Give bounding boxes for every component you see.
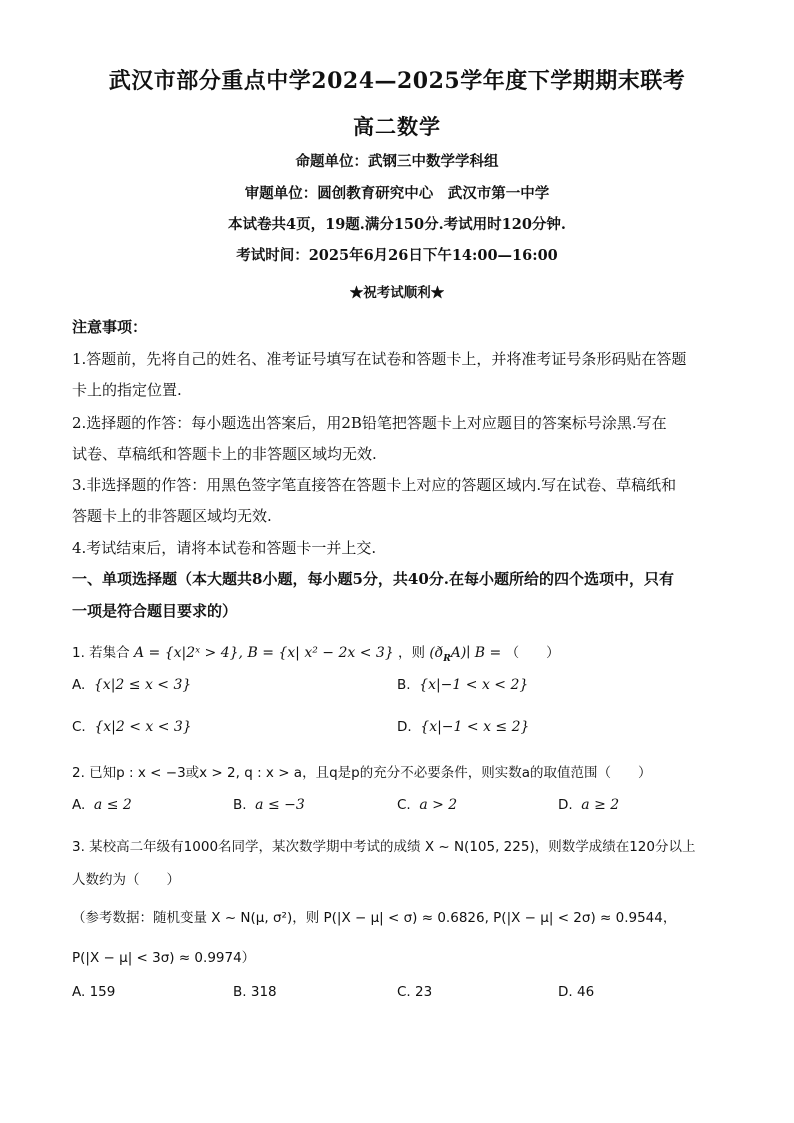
q1-expr-rest: A)∣ B = xyxy=(450,645,502,661)
question-3-reference: （参考数据：随机变量 X ~ N(μ, σ²)，则 P(|X − μ| < σ) ≈ 0.6826, P(|X − μ| < 2σ) ≈ 0.9544， xyxy=(72,910,677,926)
q3-option-c: C. 23 xyxy=(397,984,433,1000)
q2-option-c: C. a > 2 xyxy=(397,797,458,813)
q1-mid: ，则 xyxy=(398,645,426,661)
question-3-reference-cont: P(|X − μ| < 3σ) ≈ 0.9974） xyxy=(72,950,256,966)
exam-subject: 高二数学 xyxy=(353,114,441,139)
exam-info: 本试卷共4页，19题.满分150分.考试用时120分钟. xyxy=(228,216,566,233)
q1-option-c: C. {x|2 < x < 3} xyxy=(72,719,192,735)
note-line: 3.非选择题的作答：用黑色签字笔直接答在答题卡上对应的答题区域内.写在试卷、草稿纸和 xyxy=(72,476,677,494)
note-line: 试卷、草稿纸和答题卡上的非答题区域均无效. xyxy=(72,445,377,463)
section-heading-cont: 一项是符合题目要求的） xyxy=(72,602,238,620)
q1-prefix: 1. 若集合 xyxy=(72,645,130,661)
q1-expr xyxy=(429,645,502,664)
blessing: ★祝考试顺利★ xyxy=(349,285,445,301)
q1-complement: (ð xyxy=(429,645,444,661)
q2-option-a: A. a ≤ 2 xyxy=(72,797,132,813)
note-line: 1.答题前，先将自己的姓名、准考证号填写在试卷和答题卡上，并将准考证号条形码贴在答题 xyxy=(72,350,687,368)
q1-sub: R xyxy=(443,653,451,664)
review-unit: 审题单位：圆创教育研究中心 武汉市第一中学 xyxy=(244,185,550,202)
q3-option-a: A. 159 xyxy=(72,984,116,1000)
note-line: 答题卡上的非答题区域均无效. xyxy=(72,507,272,525)
question-3-stem-cont: 人数约为（ ） xyxy=(72,872,180,888)
q2-option-d: D. a ≥ 2 xyxy=(558,797,620,813)
section-heading: 一、单项选择题（本大题共8小题，每小题5分，共40分.在每小题所给的四个选项中，只有 xyxy=(72,570,674,588)
question-1-stem xyxy=(72,641,560,664)
question-3-stem: 3. 某校高二年级有1000名同学，某次数学期中考试的成绩 X ~ N(105, 225)，则数学成绩在120分以上 xyxy=(72,839,696,855)
exam-time: 考试时间：2025年6月26日下午14:00—16:00 xyxy=(236,247,558,264)
q2-option-b: B. a ≤ −3 xyxy=(233,797,305,813)
q3-option-d: D. 46 xyxy=(558,984,595,1000)
author-unit: 命题单位：武钢三中数学学科组 xyxy=(295,153,499,170)
q1-option-d: D. {x|−1 < x ≤ 2} xyxy=(397,719,530,735)
q1-option-a: A. {x|2 ≤ x < 3} xyxy=(72,677,192,693)
notes-heading: 注意事项： xyxy=(72,318,148,336)
q1-sets: A = {x|2ˣ > 4}, B = {x| x² − 2x < 3} xyxy=(133,645,394,661)
exam-title: 武汉市部分重点中学2024—2025学年度下学期期末联考 xyxy=(108,68,686,94)
question-2-stem: 2. 已知p : x < −3或x > 2, q : x > a，且q是p的充分不必要条件，则实数a的取值范围（ ） xyxy=(72,765,652,781)
q1-option-b: B. {x|−1 < x < 2} xyxy=(397,677,529,693)
note-line: 2.选择题的作答：每小题选出答案后，用2B铅笔把答题卡上对应题目的答案标号涂黑.写在 xyxy=(72,414,667,432)
note-line: 4.考试结束后，请将本试卷和答题卡一并上交. xyxy=(72,539,377,557)
q1-blank: （ ） xyxy=(505,645,560,661)
note-line: 卡上的指定位置. xyxy=(72,381,182,399)
q3-option-b: B. 318 xyxy=(233,984,277,1000)
